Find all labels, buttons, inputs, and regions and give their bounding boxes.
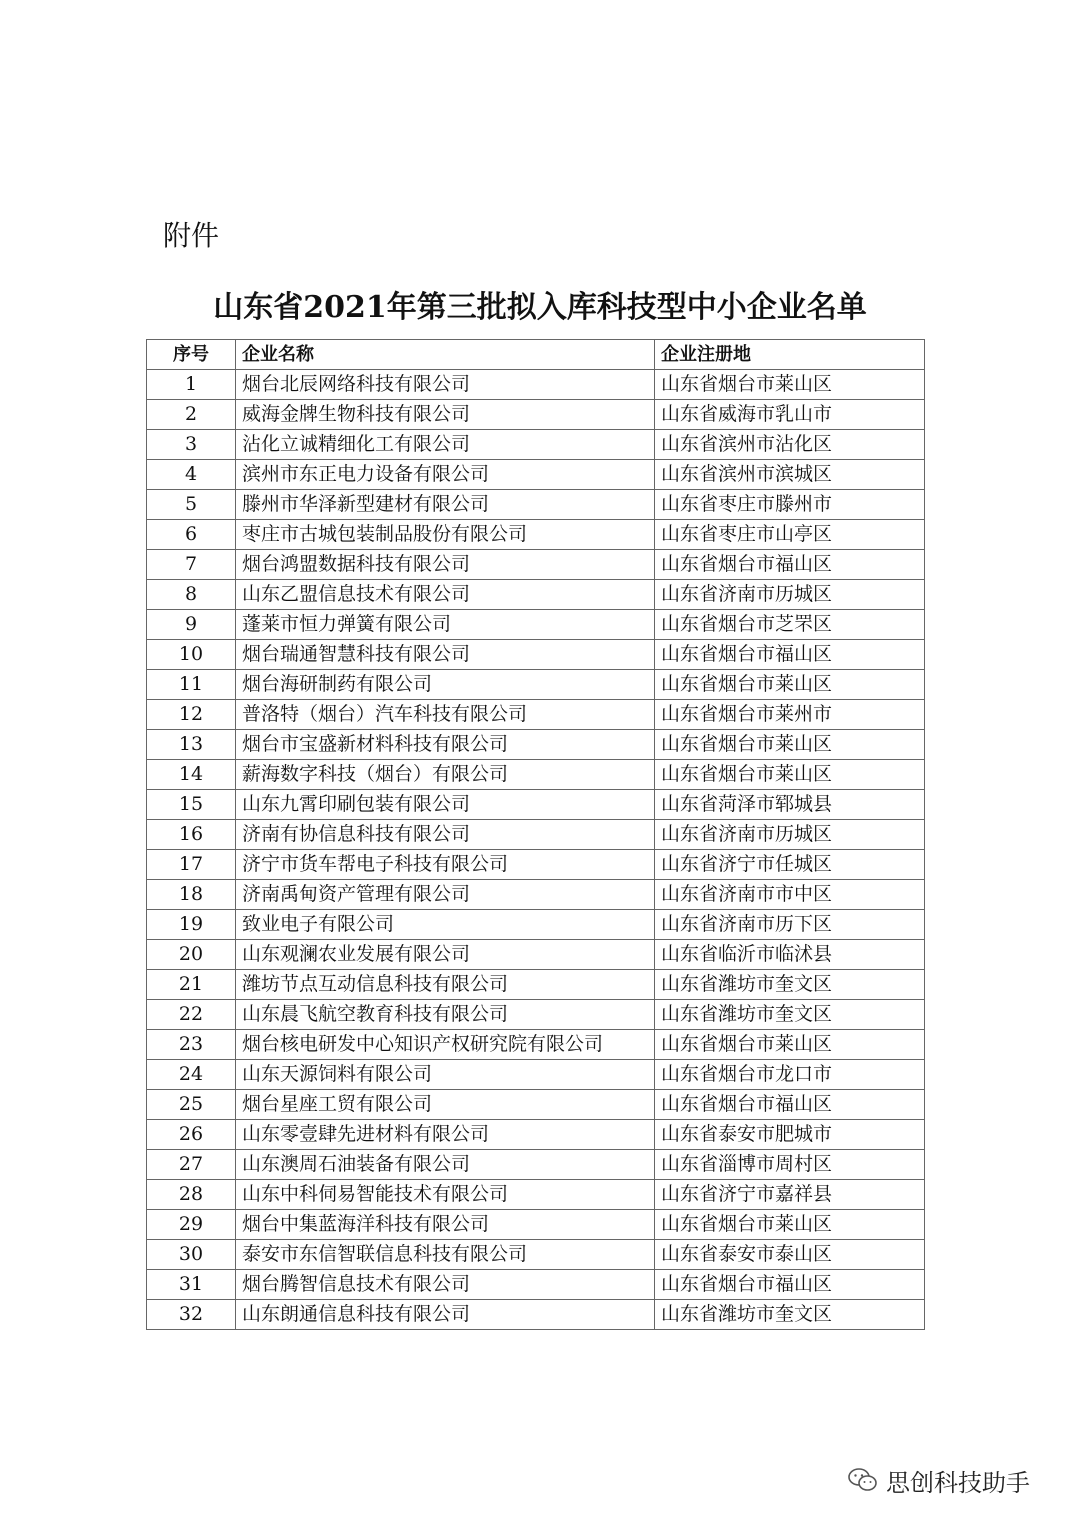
cell-index: 23 bbox=[147, 1030, 236, 1060]
cell-location: 山东省烟台市芝罘区 bbox=[655, 610, 925, 640]
watermark bbox=[848, 1462, 1030, 1498]
table-row bbox=[147, 880, 925, 910]
cell-index: 13 bbox=[147, 730, 236, 760]
cell-index: 17 bbox=[147, 850, 236, 880]
table-row bbox=[147, 670, 925, 700]
cell-location: 山东省烟台市莱山区 bbox=[655, 370, 925, 400]
table-row bbox=[147, 370, 925, 400]
table-row bbox=[147, 1300, 925, 1330]
table-row bbox=[147, 970, 925, 1000]
cell-index: 10 bbox=[147, 640, 236, 670]
table-header-row bbox=[147, 340, 925, 370]
cell-company-name: 薪海数字科技（烟台）有限公司 bbox=[236, 760, 655, 790]
table-row bbox=[147, 1090, 925, 1120]
header-location: 企业注册地 bbox=[655, 340, 925, 370]
cell-company-name: 蓬莱市恒力弹簧有限公司 bbox=[236, 610, 655, 640]
cell-index: 11 bbox=[147, 670, 236, 700]
header-company-name: 企业名称 bbox=[236, 340, 655, 370]
cell-location: 山东省淄博市周村区 bbox=[655, 1150, 925, 1180]
cell-location: 山东省烟台市福山区 bbox=[655, 1090, 925, 1120]
cell-company-name: 山东澳周石油装备有限公司 bbox=[236, 1150, 655, 1180]
cell-location: 山东省潍坊市奎文区 bbox=[655, 1300, 925, 1330]
cell-index: 8 bbox=[147, 580, 236, 610]
table-row bbox=[147, 520, 925, 550]
cell-company-name: 致业电子有限公司 bbox=[236, 910, 655, 940]
cell-location: 山东省烟台市福山区 bbox=[655, 550, 925, 580]
table-row bbox=[147, 1180, 925, 1210]
cell-location: 山东省济宁市嘉祥县 bbox=[655, 1180, 925, 1210]
table-row bbox=[147, 460, 925, 490]
cell-location: 山东省滨州市沾化区 bbox=[655, 430, 925, 460]
cell-company-name: 济南有协信息科技有限公司 bbox=[236, 820, 655, 850]
cell-location: 山东省济南市市中区 bbox=[655, 880, 925, 910]
cell-index: 25 bbox=[147, 1090, 236, 1120]
cell-index: 29 bbox=[147, 1210, 236, 1240]
cell-company-name: 烟台市宝盛新材料科技有限公司 bbox=[236, 730, 655, 760]
table-row bbox=[147, 640, 925, 670]
cell-index: 19 bbox=[147, 910, 236, 940]
table-row bbox=[147, 1030, 925, 1060]
table-row bbox=[147, 790, 925, 820]
cell-index: 15 bbox=[147, 790, 236, 820]
table-row bbox=[147, 1120, 925, 1150]
table-row bbox=[147, 730, 925, 760]
cell-location: 山东省烟台市莱山区 bbox=[655, 1210, 925, 1240]
table-row bbox=[147, 940, 925, 970]
table-row bbox=[147, 550, 925, 580]
cell-location: 山东省济南市历城区 bbox=[655, 580, 925, 610]
cell-company-name: 烟台星座工贸有限公司 bbox=[236, 1090, 655, 1120]
cell-location: 山东省济南市历下区 bbox=[655, 910, 925, 940]
cell-location: 山东省烟台市莱山区 bbox=[655, 1030, 925, 1060]
cell-company-name: 泰安市东信智联信息科技有限公司 bbox=[236, 1240, 655, 1270]
cell-company-name: 烟台瑞通智慧科技有限公司 bbox=[236, 640, 655, 670]
company-table bbox=[146, 339, 925, 1330]
cell-location: 山东省临沂市临沭县 bbox=[655, 940, 925, 970]
cell-location: 山东省菏泽市郓城县 bbox=[655, 790, 925, 820]
cell-location: 山东省潍坊市奎文区 bbox=[655, 1000, 925, 1030]
table-row bbox=[147, 760, 925, 790]
cell-index: 7 bbox=[147, 550, 236, 580]
cell-index: 32 bbox=[147, 1300, 236, 1330]
cell-index: 18 bbox=[147, 880, 236, 910]
cell-location: 山东省滨州市滨城区 bbox=[655, 460, 925, 490]
table-row bbox=[147, 400, 925, 430]
cell-company-name: 滕州市华泽新型建材有限公司 bbox=[236, 490, 655, 520]
table-row bbox=[147, 430, 925, 460]
wechat-icon bbox=[848, 1467, 878, 1493]
cell-location: 山东省烟台市莱山区 bbox=[655, 670, 925, 700]
cell-location: 山东省烟台市福山区 bbox=[655, 1270, 925, 1300]
table-row bbox=[147, 1270, 925, 1300]
cell-company-name: 枣庄市古城包装制品股份有限公司 bbox=[236, 520, 655, 550]
cell-company-name: 烟台腾智信息技术有限公司 bbox=[236, 1270, 655, 1300]
cell-company-name: 滨州市东正电力设备有限公司 bbox=[236, 460, 655, 490]
cell-index: 6 bbox=[147, 520, 236, 550]
cell-location: 山东省济宁市任城区 bbox=[655, 850, 925, 880]
cell-index: 4 bbox=[147, 460, 236, 490]
cell-location: 山东省烟台市莱山区 bbox=[655, 730, 925, 760]
cell-index: 21 bbox=[147, 970, 236, 1000]
cell-index: 12 bbox=[147, 700, 236, 730]
cell-index: 31 bbox=[147, 1270, 236, 1300]
cell-company-name: 山东零壹肆先进材料有限公司 bbox=[236, 1120, 655, 1150]
cell-company-name: 威海金牌生物科技有限公司 bbox=[236, 400, 655, 430]
cell-index: 22 bbox=[147, 1000, 236, 1030]
table-row bbox=[147, 910, 925, 940]
cell-location: 山东省烟台市莱州市 bbox=[655, 700, 925, 730]
attachment-label: 附件 bbox=[163, 219, 220, 252]
table-row bbox=[147, 1240, 925, 1270]
cell-index: 30 bbox=[147, 1240, 236, 1270]
table-row bbox=[147, 1150, 925, 1180]
table-row bbox=[147, 580, 925, 610]
table-row bbox=[147, 610, 925, 640]
cell-index: 9 bbox=[147, 610, 236, 640]
cell-company-name: 烟台北辰网络科技有限公司 bbox=[236, 370, 655, 400]
cell-location: 山东省烟台市莱山区 bbox=[655, 760, 925, 790]
table-row bbox=[147, 1000, 925, 1030]
cell-company-name: 烟台海研制药有限公司 bbox=[236, 670, 655, 700]
cell-company-name: 山东晨飞航空教育科技有限公司 bbox=[236, 1000, 655, 1030]
cell-index: 28 bbox=[147, 1180, 236, 1210]
cell-company-name: 山东朗通信息科技有限公司 bbox=[236, 1300, 655, 1330]
cell-index: 24 bbox=[147, 1060, 236, 1090]
cell-index: 20 bbox=[147, 940, 236, 970]
cell-company-name: 山东观澜农业发展有限公司 bbox=[236, 940, 655, 970]
cell-index: 26 bbox=[147, 1120, 236, 1150]
cell-index: 2 bbox=[147, 400, 236, 430]
cell-company-name: 山东九霄印刷包装有限公司 bbox=[236, 790, 655, 820]
cell-company-name: 烟台核电研发中心知识产权研究院有限公司 bbox=[236, 1030, 655, 1060]
cell-company-name: 山东中科伺易智能技术有限公司 bbox=[236, 1180, 655, 1210]
table-row bbox=[147, 850, 925, 880]
cell-location: 山东省泰安市泰山区 bbox=[655, 1240, 925, 1270]
header-index: 序号 bbox=[147, 340, 236, 370]
cell-location: 山东省潍坊市奎文区 bbox=[655, 970, 925, 1000]
cell-company-name: 烟台中集蓝海洋科技有限公司 bbox=[236, 1210, 655, 1240]
cell-index: 5 bbox=[147, 490, 236, 520]
cell-location: 山东省枣庄市滕州市 bbox=[655, 490, 925, 520]
table-row bbox=[147, 490, 925, 520]
cell-index: 16 bbox=[147, 820, 236, 850]
cell-company-name: 山东乙盟信息技术有限公司 bbox=[236, 580, 655, 610]
cell-index: 27 bbox=[147, 1150, 236, 1180]
cell-location: 山东省烟台市龙口市 bbox=[655, 1060, 925, 1090]
cell-index: 3 bbox=[147, 430, 236, 460]
table-row bbox=[147, 700, 925, 730]
cell-location: 山东省泰安市肥城市 bbox=[655, 1120, 925, 1150]
table-row bbox=[147, 820, 925, 850]
cell-company-name: 普洛特（烟台）汽车科技有限公司 bbox=[236, 700, 655, 730]
cell-company-name: 沾化立诚精细化工有限公司 bbox=[236, 430, 655, 460]
page-title: 山东省2021年第三批拟入库科技型中小企业名单 bbox=[213, 290, 867, 325]
cell-company-name: 烟台鸿盟数据科技有限公司 bbox=[236, 550, 655, 580]
cell-index: 14 bbox=[147, 760, 236, 790]
cell-location: 山东省枣庄市山亭区 bbox=[655, 520, 925, 550]
table-row bbox=[147, 1210, 925, 1240]
cell-company-name: 济南禹甸资产管理有限公司 bbox=[236, 880, 655, 910]
cell-location: 山东省济南市历城区 bbox=[655, 820, 925, 850]
cell-location: 山东省烟台市福山区 bbox=[655, 640, 925, 670]
cell-company-name: 潍坊节点互动信息科技有限公司 bbox=[236, 970, 655, 1000]
table-row bbox=[147, 1060, 925, 1090]
cell-company-name: 山东天源饲料有限公司 bbox=[236, 1060, 655, 1090]
cell-company-name: 济宁市货车帮电子科技有限公司 bbox=[236, 850, 655, 880]
watermark-text: 思创科技助手 bbox=[886, 1468, 1030, 1497]
cell-index: 1 bbox=[147, 370, 236, 400]
cell-location: 山东省威海市乳山市 bbox=[655, 400, 925, 430]
